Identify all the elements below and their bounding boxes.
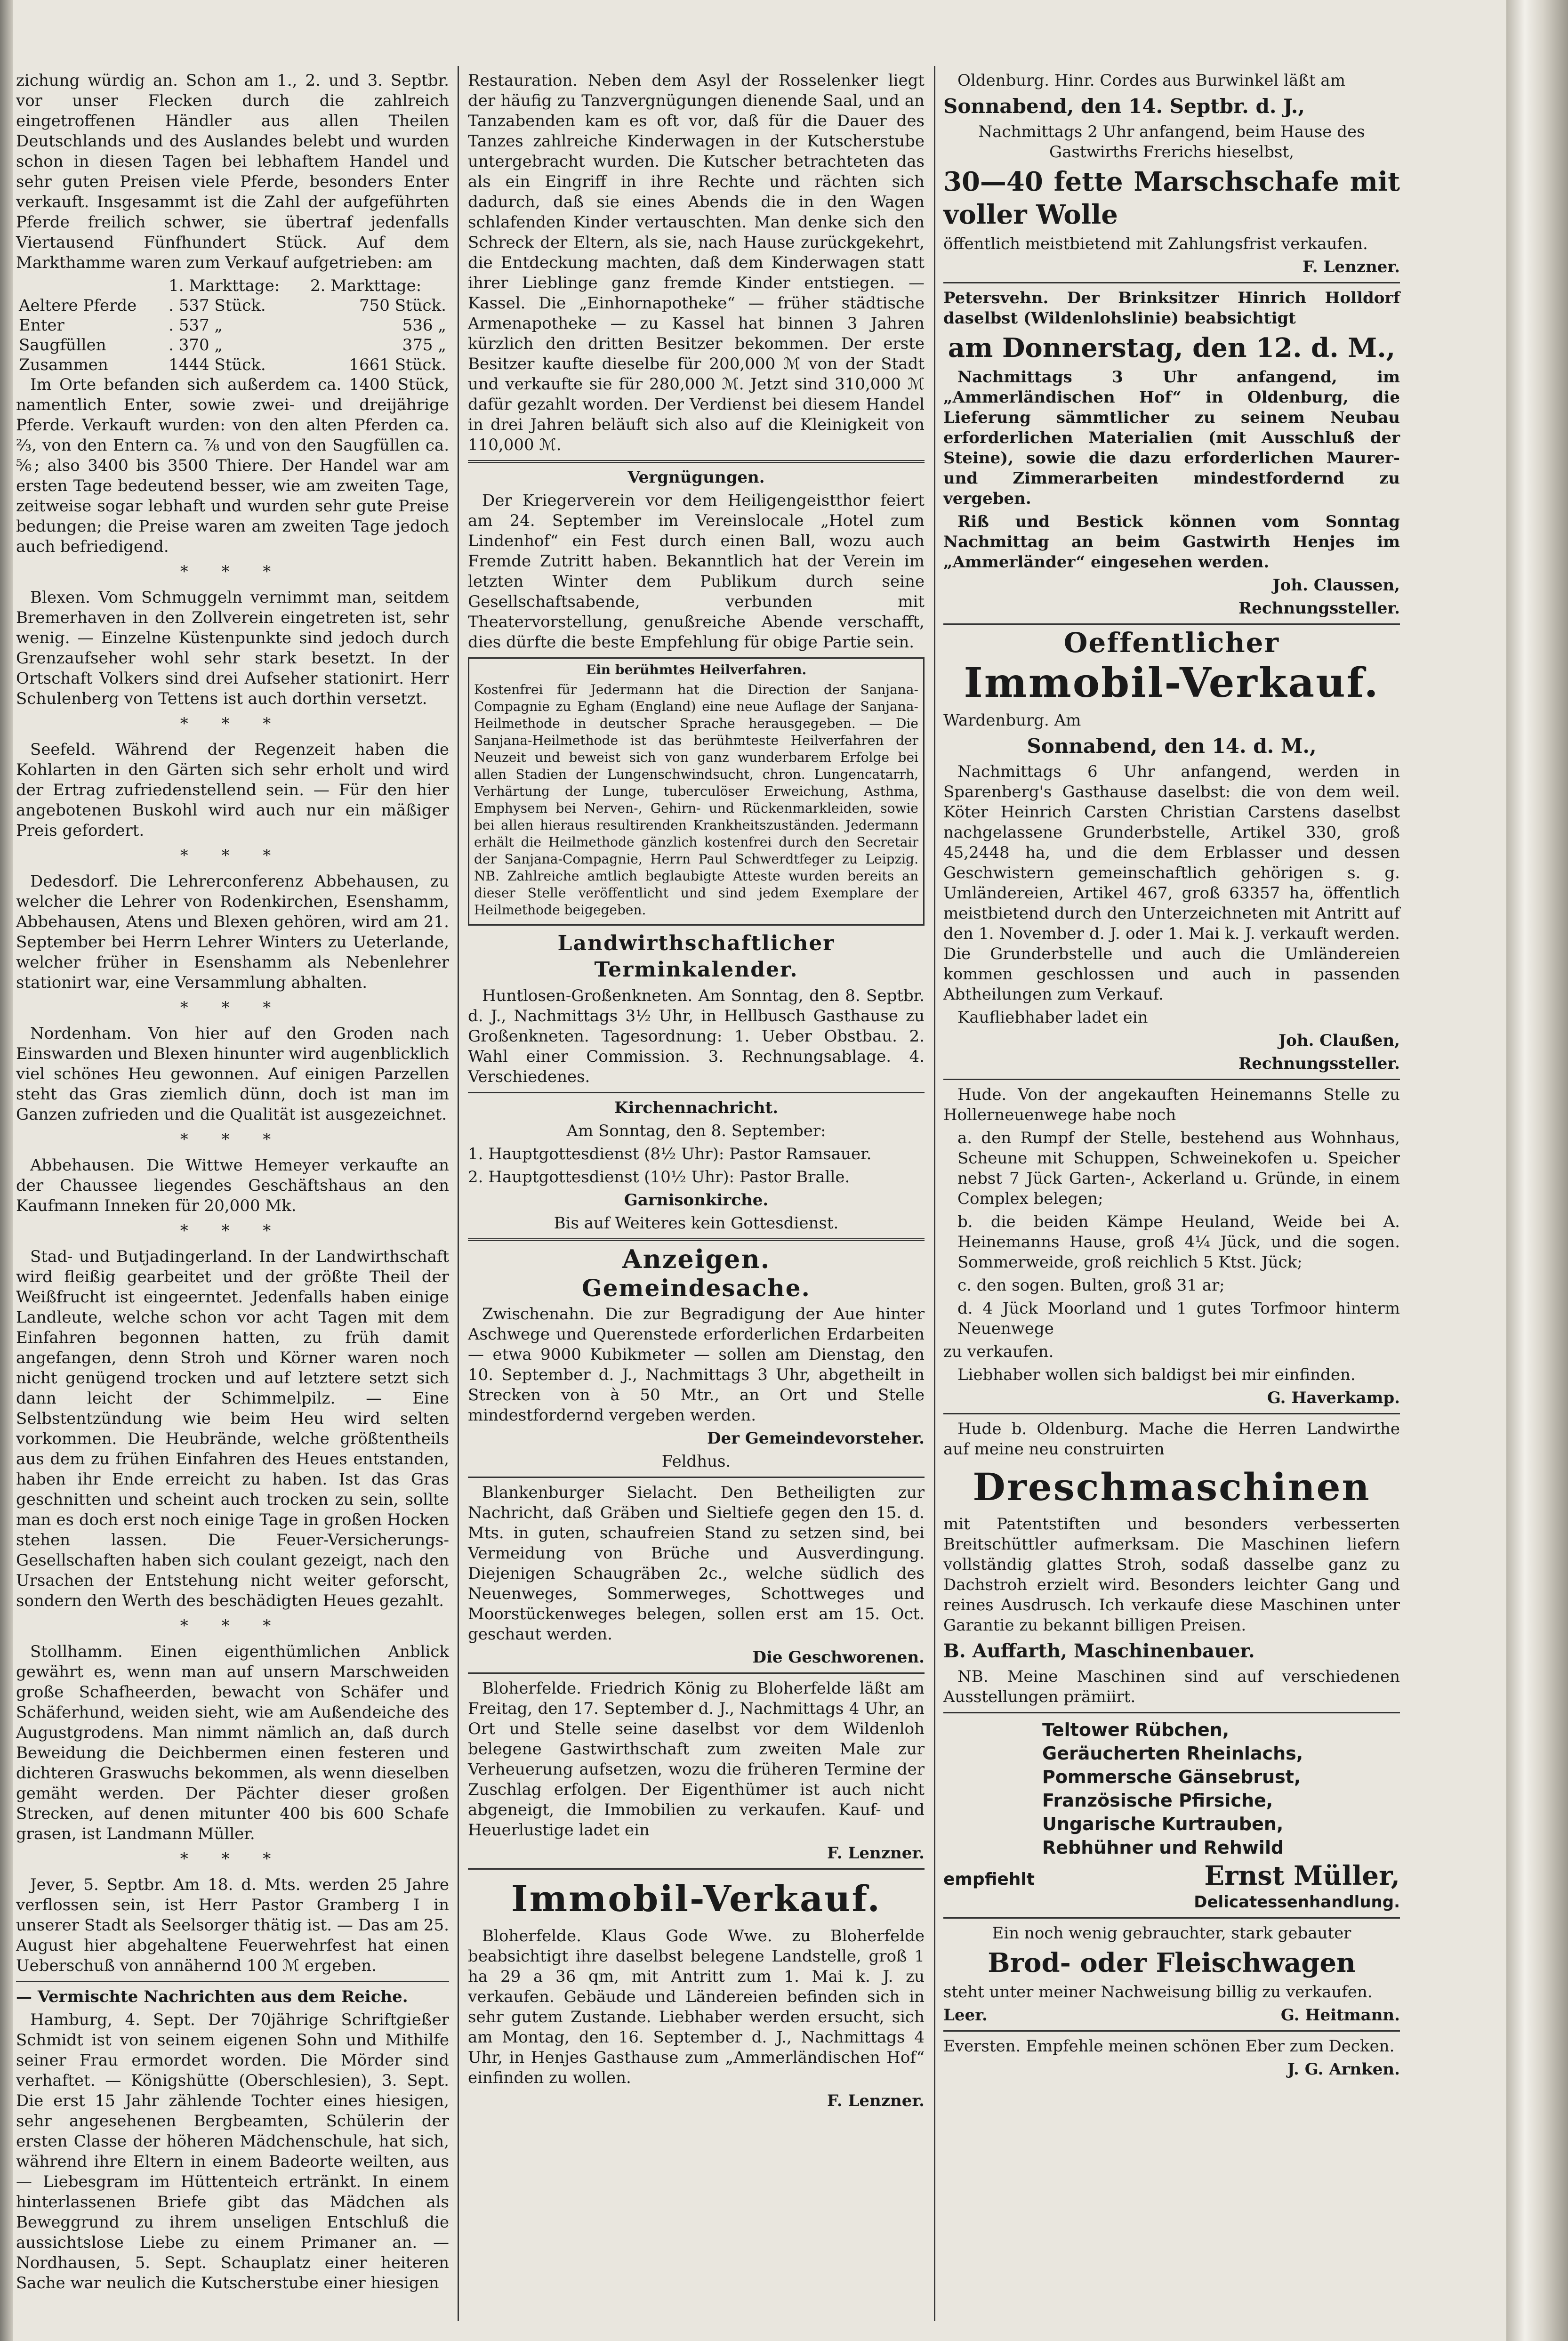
advert-date: Sonnabend, den 14. d. M., xyxy=(1027,735,1317,758)
divider xyxy=(468,1238,925,1241)
advert-hude: Hude. Von der angekauften Heinemanns Stelle zu Hollerneuenwege habe noch xyxy=(943,1085,1400,1124)
signature: Joh. Claußen, xyxy=(1279,1031,1400,1050)
advert-date: am Donnerstag, den 12. d. M., xyxy=(948,332,1396,363)
page-edge-right xyxy=(1506,0,1568,2341)
advert-sanjana-text: Kostenfrei für Jedermann hat die Direction der Sanjana-Compagnie zu Egham (England) eine neue Auflage der Sanjana-Heilmethode in deutscher Sprache herausgegeben. — Die Sanjana-Heilmethode ist das berühmteste Heilverfahren der Neuzeit und beweist sich von ganz wunderbarem Erfolge bei allen Stadien der Lungenschwindsucht, chron. Lungencatarrh, Verhärtung der Lunge, tuberculöser Erweichung, Asthma, Emphysem bei Nerven-, Gehirn- und Rückenmarkleiden, sowie bei allen hieraus resultirenden Krankheitszuständen. Jedermann erhält die Heilmethode gänzlich kostenfrei durch den Secretair der Sanjana-Compagnie, Herrn Paul Schwerdtfeger zu Leipzig. NB. Zahlreiche amtlich beglaubigte Atteste wurden bereits an dieser Stelle veröffentlicht und sind jedem Exemplare der Heilmethode beigegeben. xyxy=(474,682,918,918)
section-separator: * * * xyxy=(180,1221,285,1240)
advert-wardenburg: Wardenburg. Am xyxy=(943,711,1081,730)
table-row xyxy=(16,355,449,375)
column-2 xyxy=(468,71,925,2322)
advert-wardenburg-body: Nachmittags 6 Uhr anfangend, werden in Sparenberg's Gasthause daselbst: die von dem weil. Köter Heinrich Carsten Christian Carstens daselbst nachgelassene Grunderbstelle, Artikel 330, groß 45,2448 ha, und die dem Erblasser und dessen Geschwistern gemeinschaftlich gehörigen s. g. Umländereien, Artikel 467, groß 63357 ha, öffentlich meistbietend durch den Unterzeichneten mit Antritt auf den 1. November d. J. oder 1. Mai k. J. verkauft werden. Die Grunderbstelle und auch die Umländereien kommen geschlossen und auch in passenden Abtheilungen zum Verkauf. xyxy=(943,762,1400,1004)
section-separator: * * * xyxy=(180,1616,285,1635)
signature-title: Rechnungssteller. xyxy=(1238,599,1400,618)
section-heading-vergnuegungen: Vergnügungen. xyxy=(627,468,765,487)
advert-bloherfelde-gode: Bloherfelde. Klaus Gode Wwe. zu Bloherfelde beabsichtigt ihre daselbst belegene Landstelle, groß 1 ha 29 a 36 qm, mit Antritt zum 1. Mai k. J. zu verkaufen. Gebäude und Ländereien befinden sich in sehr gutem Zustande. Liebhaber werden ersucht, sich am Montag, den 16. September d. J., Nachmittags 4 Uhr, in Henjes Gasthause zum „Ammerländischen Hof“ einfinden zu wollen. xyxy=(468,1927,925,2087)
table-row xyxy=(16,315,449,335)
advert-eversten: Eversten. Empfehle meinen schönen Eber zum Decken. xyxy=(943,2037,1395,2056)
article-reich-news: Hamburg, 4. Sept. Der 70jährige Schriftgießer Schmidt ist von seinem eigenen Sohn und Mithilfe seiner Frau ermordet worden. Die Mörder sind verhaftet. — Königshütte (Oberschlesien), 3. Sept. Die erst 15 Jahr zählende Tochter eines hiesigen, sehr angesehenen Bergbeamten, Schülerin der ersten Classe der höheren Mädchenschule, hat sich, während ihre Eltern in einem Badeorte weilten, aus — Liebesgram im Hüttenteich ertränkt. In einem hinterlassenen Briefe gibt das Mädchen als Beweggrund zu ihrem unseligen Entschluß die aussichtslose Liebe zu einem Primaner an. — Nordhausen, 5. Sept. Schauplatz einer heiteren Sache war neulich die Kutscherstube einer hiesigen xyxy=(16,2010,449,2293)
article-horse-market-cont: Im Orte befanden sich außerdem ca. 1400 Stück, namentlich Enter, sowie zwei- und dreijährige Pferde. Verkauft wurden: von den alten Pferden ca. ⅔, von den Entern ca. ⅞ und von den Saugfüllen ca. ⅚; also 3400 bis 3500 Thiere. Der Handel war am ersten Tage bedeutend besser, wie am zweiten Tage, zeitweise sogar lebhaft und wurden sehr gute Preise bedungen; die Preise waren am zweiten Tage jedoch auch befriedigend. xyxy=(16,375,449,556)
article-dedesdorf: Dedesdorf. Die Lehrerconferenz Abbehausen, zu welcher die Lehrer von Rodenkirchen, Esenshamm, Abbehausen, Atens und Blexen gehören, wird am 21. September bei Herrn Lehrer Winters zu Ueterlande, welcher früher in Esenshamm als Nebenlehrer stationirt war, eine Versammlung abhalten. xyxy=(16,872,449,992)
article-seefeld: Seefeld. Während der Regenzeit haben die Kohlarten in den Gärten sich sehr erholt und wird der Ertrag zufriedenstellend sein. — Für den hier angebotenen Buskohl wird auch nur ein mäßiger Preis gefordert. xyxy=(16,740,449,840)
advert-text: Liebhaber wollen sich baldigst bei mir einfinden. xyxy=(957,1365,1356,1384)
table-cell: Saugfüllen xyxy=(19,336,106,355)
table-cell: 1661 Stück. xyxy=(349,355,446,374)
kirche-service-2: 2. Hauptgottesdienst (10½ Uhr): Pastor Bralle. xyxy=(468,1168,850,1187)
advert-sanjana-heading: Ein berühmtes Heilverfahren. xyxy=(586,662,807,678)
advert-text: NB. Meine Maschinen sind auf verschiedenen Ausstellungen prämiirt. xyxy=(943,1667,1400,1706)
article-stad-butjadingerland: Stad- und Butjadingerland. In der Landwirthschaft wird fleißig gearbeitet und der größte Theil der Weißfrucht ist eingeerntet. Jedenfalls haben einige Landleute, welche schon vor acht Tagen mit dem Einfahren begonnen hatten, zu früh damit angefangen, denn Stroh und Körner waren noch nicht genügend trocken und auf letztere setzt sich dann leicht der Schimmelpilz. — Eine Selbstentzündung wie beim Heu wird selten vorkommen. Die Heubrände, welche größtentheils aus dem zu frühen Einfahren des Heues entstanden, haben ihr Ende erreicht zu haben. Ist das Gras geschnitten und scheint auch trocken zu sein, sollte man es doch erst noch einige Tage in großen Hocken stehen lassen. Die Feuer-Versicherungs-Gesellschaften haben sich coulant gezeigt, nach den Ursachen der Entstehung nicht weiter geforscht, sondern den Werth des beschädigten Heues gezahlt. xyxy=(16,1247,449,1610)
list-item: Rebhühner und Rehwild xyxy=(1042,1837,1284,1858)
section-heading-gemeindesache: Gemeindesache. xyxy=(582,1274,811,1302)
table-header: 1. Markttage: xyxy=(169,276,280,295)
article-abbehausen: Abbehausen. Die Wittwe Hemeyer verkaufte an der Chaussee liegendes Geschäftshaus an den Kaufmann Inneken für 20,000 Mk. xyxy=(16,1156,449,1215)
advert-date: Sonnabend, den 14. Septbr. d. J., xyxy=(943,95,1305,118)
divider xyxy=(468,460,925,463)
kirche-service-1: 1. Hauptgottesdienst (8½ Uhr): Pastor Ramsauer. xyxy=(468,1145,872,1163)
article-kassel: Restauration. Neben dem Asyl der Rosselenker liegt der häufig zu Tanzvergnügungen dienende Saal, und an Tanzabenden kam es oft vor, daß für die Dauer des Tanzes zahlreiche Kinderwagen in der Kutscherstube untergebracht wurden. Die Kutscher betrachteten das als ein Eingriff in ihre Rechte und rächten sich dadurch, daß sie eines Abends die in den Wagen schlafenden Kinder vertauschten. Man denke sich den Schreck der Eltern, als sie, nach Hause zurückgekehrt, die Entdeckung machten, daß dem Kinderwagen statt ihrer Lieblinge ganz fremde Kinder entstiegen. — Kassel. Die „Einhornapotheke“ — früher städtische Armenapotheke — zu Kassel hat binnen 3 Jahren kürzlich den dritten Besitzer bekommen. Der erste Besitzer kaufte dieselbe für 200,000 ℳ von der Stadt und verkaufte sie für 280,000 ℳ. Jetzt sind 310,000 ℳ dafür gezahlt worden. Der Verdienst bei diesem Handel in drei Jahren beläuft sich also auf die Kleinigkeit von 110,000 ℳ. xyxy=(468,71,925,454)
divider xyxy=(943,623,1400,625)
table-row xyxy=(16,296,449,315)
table-header xyxy=(16,276,166,296)
advert-hude-item-a: a. den Rumpf der Stelle, bestehend aus Wohnhaus, Scheune mit Schuppen, Schweinekofen u. Speicher nebst 7 Jück Garten-, Ackerland u. Gründe, in einem Complex belegen; xyxy=(957,1129,1400,1208)
advert-heading-immobil-verkauf: Immobil-Verkauf. xyxy=(511,1878,881,1920)
advert-sanjana xyxy=(468,657,925,926)
advert-petersvehn-body: Nachmittags 3 Uhr anfangend, im „Ammerländischen Hof“ in Oldenburg, die Lieferung sämmtlicher zu seinem Neubau erforderlichen Materialien (mit Ausschluß der Steine), sowie die dazu erforderlichen Maurer- und Zimmerarbeiten mindestfordernd zu vergeben. xyxy=(943,368,1400,508)
signature: Joh. Claussen, xyxy=(1272,576,1400,595)
column-3 xyxy=(943,71,1400,2322)
table-cell: Zusammen xyxy=(19,355,108,374)
column-1 xyxy=(16,71,449,2322)
table-header: 2. Markttage: xyxy=(310,276,422,295)
signature: G. Heitmann. xyxy=(1280,2006,1400,2025)
advert-heading-oeffentlicher: Oeffentlicher xyxy=(1063,627,1280,659)
advert-zwischenahn: Zwischenahn. Die zur Begradigung der Aue hinter Aschwege und Querenstede erforderlichen Erdarbeiten — etwa 9000 Kubikmeter — sollen am Dienstag, den 10. September d. J., Nachmittags 3 Uhr, abgetheilt in Strecken von à 50 Mtr., an Ort und Stelle mindestfordernd vergeben werden. xyxy=(468,1305,925,1425)
divider xyxy=(943,1413,1400,1414)
advert-dreschmaschinen-intro: Hude b. Oldenburg. Mache die Herren Landwirthe auf meine neu construirten xyxy=(943,1420,1400,1459)
market-statistics-table xyxy=(16,276,449,375)
divider xyxy=(468,1092,925,1093)
signature: B. Auffarth, Maschinenbauer. xyxy=(943,1640,1255,1662)
table-cell: . 537 „ xyxy=(169,316,223,335)
signature: G. Haverkamp. xyxy=(1267,1388,1400,1407)
list-item: Teltower Rübchen, xyxy=(1042,1719,1230,1740)
signature-name: Feldhus. xyxy=(661,1452,731,1471)
divider xyxy=(468,1868,925,1870)
advert-heading-immobil-verkauf: Immobil-Verkauf. xyxy=(964,659,1380,707)
signature: F. Lenzner. xyxy=(827,1844,925,1863)
table-cell: Aeltere Pferde xyxy=(19,296,137,315)
section-separator: * * * xyxy=(180,714,285,733)
signature: J. G. Arnken. xyxy=(1287,2060,1400,2079)
divider xyxy=(943,282,1400,283)
advert-heading-brodwagen: Brod- oder Fleischwagen xyxy=(988,1947,1356,1978)
section-separator: * * * xyxy=(180,1130,285,1149)
list-item: Pommersche Gänsebrust, xyxy=(1042,1767,1301,1787)
table-header-row xyxy=(16,276,449,296)
article-terminkalender: Huntlosen-Großenkneten. Am Sonntag, den 8. Septbr. d. J., Nachmittags 3½ Uhr, in Hellbusch Gasthause zu Großenkneten. Tagesordnung: 1. Ueber Obstbau. 2. Wahl einer Commission. 3. Rechnungsablage. 4. Verschiedenes. xyxy=(468,986,925,1086)
section-separator: * * * xyxy=(180,562,285,581)
list-item: Ungarische Kurtrauben, xyxy=(1042,1814,1284,1834)
table-cell: 1444 Stück. xyxy=(169,355,266,374)
divider xyxy=(943,1917,1400,1919)
section-heading-garnisonkirche: Garnisonkirche. xyxy=(624,1191,769,1210)
article-nordenham: Nordenham. Von hier auf den Groden nach Einswarden und Blexen hinunter wird augenblicklich viel schönes Heu gewonnen. Auf einigen Parzellen steht das Gras ziemlich dünn, doch ist man im Ganzen zufrieden und die Qualität ist ausgezeichnet. xyxy=(16,1024,449,1124)
advert-mueller-sub: Delicatessenhandlung. xyxy=(1194,1893,1400,1912)
table-cell: . 370 „ xyxy=(169,336,223,355)
signature: Der Gemeindevorsteher. xyxy=(707,1429,925,1448)
list-item: Geräucherten Rheinlachs, xyxy=(1042,1743,1303,1764)
advert-heading-dreschmaschinen: Dreschmaschinen xyxy=(973,1465,1371,1509)
advert-time: Nachmittags 2 Uhr anfangend, beim Hause des Gastwirths Frerichs hieselbst, xyxy=(978,122,1365,161)
advert-brod-place: Leer. xyxy=(943,2006,988,2025)
divider xyxy=(468,1477,925,1478)
section-separator: * * * xyxy=(180,846,285,865)
advert-text: Kaufliebhaber ladet ein xyxy=(957,1008,1148,1027)
advert-headline-schafe: 30—40 fette Marschschafe mit voller Wolle xyxy=(943,166,1400,230)
advert-brod-signature-row xyxy=(943,2005,1400,2026)
table-cell: 750 Stück. xyxy=(359,296,446,315)
kirche-date: Am Sonntag, den 8. September: xyxy=(566,1122,826,1140)
advert-mueller-lead: empfiehlt xyxy=(943,1870,1035,1889)
section-heading-kirche: Kirchennachricht. xyxy=(614,1098,779,1117)
advert-petersvehn-body-2: Riß und Bestick können vom Sonntag Nachmittag an beim Gastwirth Henjes im „Ammerländer“ eingesehen werden. xyxy=(943,512,1400,572)
divider xyxy=(943,1712,1400,1713)
column-rule-1 xyxy=(458,66,459,2321)
section-heading-anzeigen: Anzeigen. xyxy=(622,1244,771,1274)
section-separator: * * * xyxy=(180,1849,285,1868)
page-gutter-left xyxy=(0,0,13,2341)
advert-mueller-list xyxy=(943,1718,1400,1859)
table-cell: 536 „ xyxy=(402,316,446,335)
divider xyxy=(943,2030,1400,2032)
advert-text: zu verkaufen. xyxy=(943,1342,1054,1361)
divider xyxy=(468,1672,925,1674)
article-jever: Jever, 5. Septbr. Am 18. d. Mts. werden 25 Jahre verflossen sein, ist Herr Pastor Gramberg I in unserer Stadt als Seelsorger thätig ist. — Das am 25. August hier abgehaltene Feuerwehrfest hat einen Ueberschuß von annähernd 100 ℳ ergeben. xyxy=(16,1875,449,1975)
signature: F. Lenzner. xyxy=(827,2091,925,2110)
table-cell: . 537 Stück. xyxy=(169,296,266,315)
advert-brod-intro: Ein noch wenig gebrauchter, stark gebauter xyxy=(992,1924,1351,1943)
section-heading-terminkalender: Landwirthschaftlicher Terminkalender. xyxy=(557,931,835,982)
article-horse-market: zichung würdig an. Schon am 1., 2. und 3. Septbr. vor unser Flecken durch die zahlreich eingetroffenen Händler aus allen Theilen Deutschlands und des Auslandes belebt und wurden schon in diesen Tagen bei lebhaftem Handel und sehr guten Preisen viele Pferde, besonders Enter verkauft. Insgesammt ist die Zahl der aufgeführten Pferde freilich schwer, sie übertraf jedenfalls Viertausend Fünfhundert Stück. Auf dem Markthamme waren zum Verkauf aufgetrieben: am xyxy=(16,71,449,272)
divider xyxy=(16,1981,449,1982)
advert-oldenburg-cordes: Oldenburg. Hinr. Cordes aus Burwinkel läßt am xyxy=(957,71,1345,90)
table-cell: 375 „ xyxy=(402,336,446,355)
table-cell: Enter xyxy=(19,316,64,335)
garnisonkirche-note: Bis auf Weiteres kein Gottesdienst. xyxy=(554,1214,839,1233)
divider xyxy=(943,1079,1400,1080)
advert-hude-item-c: c. den sogen. Bulten, groß 31 ar; xyxy=(957,1276,1225,1295)
list-item: Französische Pfirsiche, xyxy=(1042,1790,1273,1811)
signature-title: Rechnungssteller. xyxy=(1238,1054,1400,1073)
advert-bloherfelde-koenig: Bloherfelde. Friedrich König zu Bloherfelde läßt am Freitag, den 17. September d. J., Nachmittags 4 Uhr, an Ort und Stelle seine daselbst vor dem Wildenloh belegene Gastwirthschaft zum zweiten Male zur Verheuerung aufsetzen, wozu die früheren Termine der Zuschlag erfolgen. Der Eigenthümer ist auch nicht abgeneigt, die Immobilien zu verkaufen. Kauf- und Heuerlustige ladet ein xyxy=(468,1679,925,1840)
signature: Die Geschworenen. xyxy=(752,1648,925,1667)
advert-mueller-signature-row xyxy=(943,1859,1400,1892)
advert-brod-body: steht unter meiner Nachweisung billig zu verkaufen. xyxy=(943,1983,1373,2002)
advert-hude-item-b: b. die beiden Kämpe Heuland, Weide bei A. Heinemanns Hause, groß 4¼ Jück, und die sogen. Sommerweide, groß reichlich 5 Ktst. Jück; xyxy=(957,1212,1400,1272)
section-heading-reich: — Vermischte Nachrichten aus dem Reiche. xyxy=(16,1987,408,2006)
article-kriegerverein: Der Kriegerverein vor dem Heiligengeistthor feiert am 24. September im Vereinslocale „Hotel zum Lindenhof“ ein Fest durch einen Ball, wozu auch Fremde Zutritt haben. Bekanntlich hat der Verein im letzten Winter dem Publikum durch seine Gesellschaftsabende, verbunden mit Theatervorstellung, genußreiche Abende verschafft, dies dürfte die beste Empfehlung für obige Partie sein. xyxy=(468,491,925,652)
article-stollhamm: Stollhamm. Einen eigenthümlichen Anblick gewährt es, wenn man auf unsern Marschweiden große Schafheerden, bewacht von Schäfer und Schäferhund, weiden sieht, wie am Außendeiche des Augustgrodens. Man nimmt nämlich an, daß durch Beweidung die Deichbermen einen festeren und dichteren Graswuchs bekommen, als wenn dieselben gemäht werden. Der Pächter dieser großen Strecken, auf denen mitunter 400 bis 600 Schafe grasen, ist Landmann Müller. xyxy=(16,1642,449,1843)
advert-petersvehn: Petersvehn. Der Brinksitzer Hinrich Holldorf daselbst (Wildenlohslinie) beabsichtigt xyxy=(943,289,1400,328)
column-rule-2 xyxy=(934,66,935,2321)
advert-dreschmaschinen-body: mit Patentstiften und besonders verbesserten Breitschüttler aufmerksam. Die Maschinen liefern vollständig glattes Stroh, sodaß dasselbe ganz zu Dachstroh erzielt wird. Besonders leichter Gang und reines Ausdrusch. Ich verkaufe diese Maschinen unter Garantie zu bekannt billigen Preisen. xyxy=(943,1515,1400,1635)
advert-hude-item-d: d. 4 Jück Moorland und 1 gutes Torfmoor hinterm Neuenwege xyxy=(957,1299,1400,1338)
article-blexen: Blexen. Vom Schmuggeln vernimmt man, seitdem Bremerhaven in den Zollverein eingetreten ist, sehr wenig. — Einzelne Küstenpunkte sind jedoch durch Grenzaufseher wohl sehr stark besetzt. In der Ortschaft Volkers sind drei Aufseher stationirt. Herr Schulenberg von Tettens ist auch dorthin versetzt. xyxy=(16,588,449,708)
advert-mueller-name: Ernst Müller, xyxy=(1204,1860,1400,1891)
advert-blankenburger-sielacht: Blankenburger Sielacht. Den Betheiligten zur Nachricht, daß Gräben und Sieltiefe gegen den 15. d. Mts. in guten, schaufreien Stand zu setzen sind, bei Vermeidung von Brüche und Ausverdingung. Diejenigen Schaugräben 2c., welche südlich des Neuenweges, Sommerweges, Schottweges und Moorstückenweges belegen, sollen erst am 15. Oct. geschaut werden. xyxy=(468,1483,925,1644)
section-separator: * * * xyxy=(180,998,285,1017)
signature: F. Lenzner. xyxy=(1303,258,1400,276)
table-row xyxy=(16,335,449,355)
advert-text: öffentlich meistbietend mit Zahlungsfrist verkaufen. xyxy=(943,234,1368,253)
